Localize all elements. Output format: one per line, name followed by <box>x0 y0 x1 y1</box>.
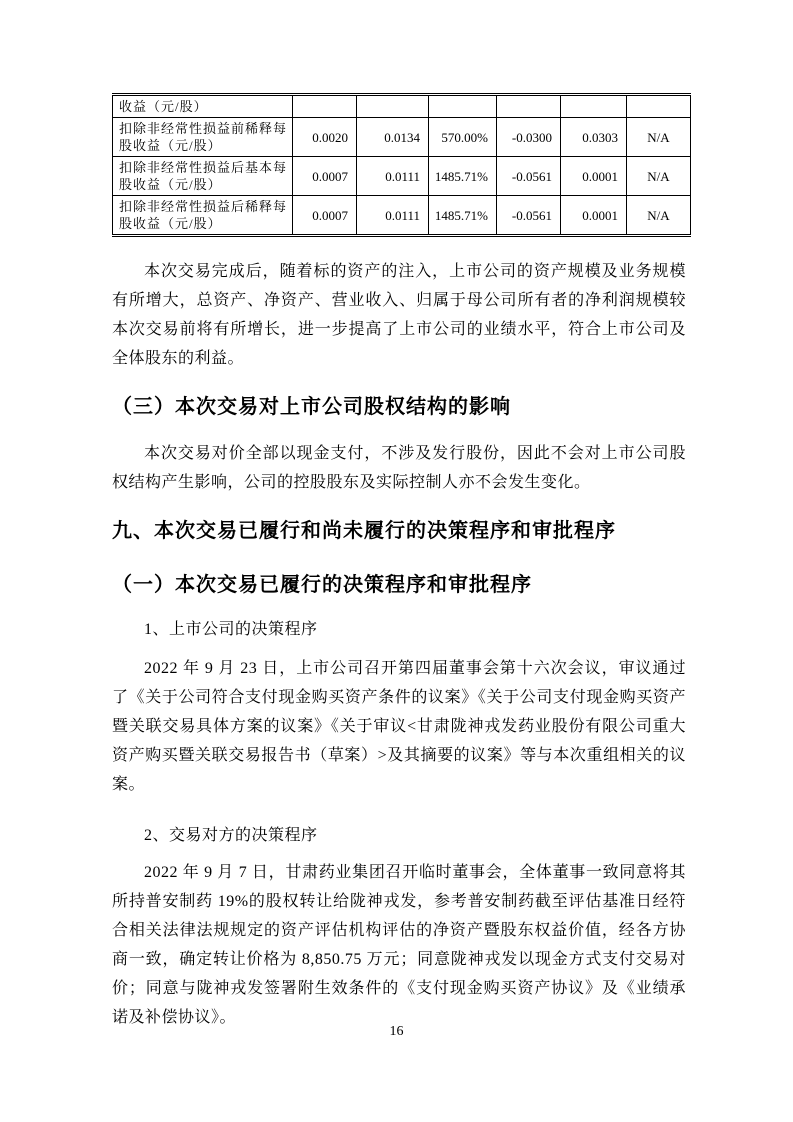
value-cell: 1485.71% <box>429 157 497 196</box>
value-cell: -0.0561 <box>497 196 561 236</box>
value-cell: 570.00% <box>429 118 497 157</box>
value-cell: N/A <box>627 196 691 236</box>
value-cell <box>357 95 429 118</box>
paragraph-transaction-effect: 本次交易完成后，随着标的资产的注入，上市公司的资产规模及业务规模有所增大，总资产、净资产、营业收入、归属于母公司所有者的净利润规模较本次交易前将有所增长，进一步提高了上市公司的业绩水平，符合上市公司及全体股东的利益。 <box>112 263 686 367</box>
value-cell <box>429 95 497 118</box>
value-cell: 0.0007 <box>293 196 357 236</box>
table-row <box>113 157 691 196</box>
value-cell: 0.0020 <box>293 118 357 157</box>
value-cell <box>293 95 357 118</box>
value-cell <box>561 95 627 118</box>
paragraph-counterparty-procedure: 2022 年 9 月 7 日，甘肃药业集团召开临时董事会，全体董事一致同意将其所持普安制药 19%的股权转让给陇神戎发，参考普安制药截至评估基准日经符合相关法律法规规定的资产评估机构评估的净资产暨股东权益价值，经各方协商一致，确定转让价格为 8,850.75 万元；同意陇神戎发以现金方式支付交易对价；同意与陇神戎发签署附生效条件的《支付现金购买资产协议》及《业绩承诺及补偿协议》。 <box>112 864 686 1026</box>
table-row <box>113 95 691 118</box>
value-cell: 0.0001 <box>561 157 627 196</box>
value-cell: 1485.71% <box>429 196 497 236</box>
section-heading-9-1: （一）本次交易已履行的决策程序和审批程序 <box>112 572 532 596</box>
value-cell: N/A <box>627 157 691 196</box>
row-label-cell: 收益（元/股） <box>113 95 293 118</box>
page-number: 16 <box>389 1024 404 1039</box>
eps-table <box>112 93 691 237</box>
table-row <box>113 118 691 157</box>
value-cell: 0.0134 <box>357 118 429 157</box>
chapter-heading-9: 九、本次交易已履行和尚未履行的决策程序和审批程序 <box>112 518 616 542</box>
value-cell: 0.0303 <box>561 118 627 157</box>
row-label-cell: 扣除非经常性损益后基本每股收益（元/股） <box>113 157 293 196</box>
table-row <box>113 196 691 236</box>
value-cell: -0.0300 <box>497 118 561 157</box>
value-cell: 0.0007 <box>293 157 357 196</box>
value-cell <box>497 95 561 118</box>
value-cell: 0.0111 <box>357 157 429 196</box>
row-label-cell: 扣除非经常性损益后稀释每股收益（元/股） <box>113 196 293 236</box>
value-cell: 0.0001 <box>561 196 627 236</box>
value-cell <box>627 95 691 118</box>
row-label-cell: 扣除非经常性损益前稀释每股收益（元/股） <box>113 118 293 157</box>
list-item-2-title: 2、交易对方的决策程序 <box>144 827 318 844</box>
value-cell: N/A <box>627 118 691 157</box>
section-heading-3: （三）本次交易对上市公司股权结构的影响 <box>112 394 511 418</box>
list-item-1-title: 1、上市公司的决策程序 <box>144 621 318 638</box>
paragraph-listed-company-procedure: 2022 年 9 月 23 日，上市公司召开第四届董事会第十六次会议，审议通过了《关于公司符合支付现金购买资产条件的议案》《关于公司支付现金购买资产暨关联交易具体方案的议案》《关于审议<甘肃陇神戎发药业股份有限公司重大资产购买暨关联交易报告书（草案）>及其摘要的议案》等与本次重组相关的议案。 <box>112 660 686 793</box>
paragraph-equity-structure: 本次交易对价全部以现金支付，不涉及发行股份，因此不会对上市公司股权结构产生影响，公司的控股股东及实际控制人亦不会发生变化。 <box>112 445 686 491</box>
value-cell: -0.0561 <box>497 157 561 196</box>
value-cell: 0.0111 <box>357 196 429 236</box>
